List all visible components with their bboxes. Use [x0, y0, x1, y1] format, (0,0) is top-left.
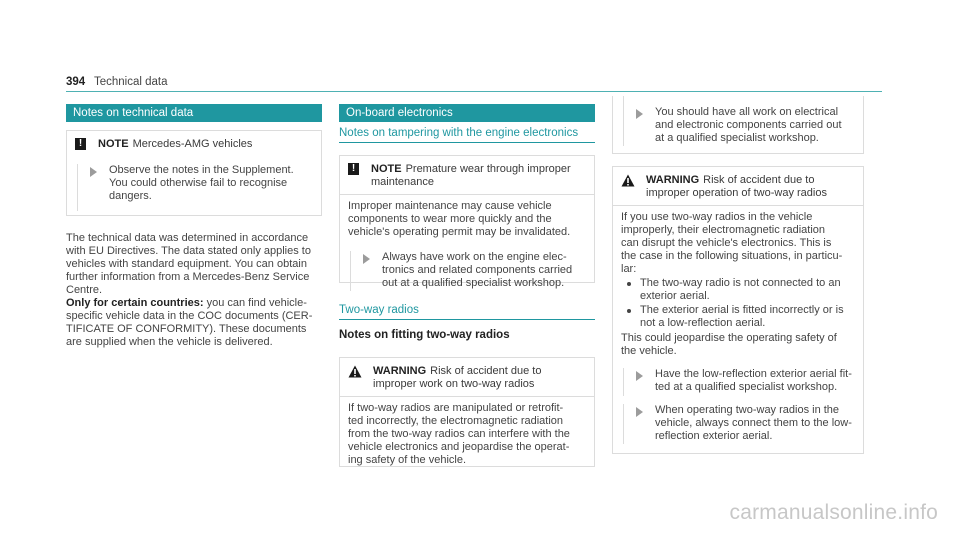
step-text: Observe the notes in the Supplement. You could otherwise fail to recognise dangers. [109, 164, 294, 202]
continued-step-box [612, 96, 864, 154]
section-bar-onboard-electronics: On-board electronics [339, 104, 595, 122]
warning-consequence: This could jeopardise the operating safety of the vehicle. [621, 332, 837, 357]
note-box [66, 130, 322, 216]
step-arrow-icon [636, 371, 643, 381]
instruction-step [623, 404, 853, 444]
instruction-step [77, 164, 311, 211]
warning-triangle-icon [621, 174, 635, 187]
warning-body: If two-way radios are manipulated or retrofit- ted incorrectly, the electromagnetic radiation from the two-way radios can interfere with the vehicle electronics and jeopardise the operat- ing safety of the vehicle. [348, 402, 570, 466]
column-3 [612, 96, 864, 454]
list-item: The two-way radio is not connected to an exterior aerial. [621, 277, 855, 303]
warning-triangle-icon [348, 365, 362, 378]
note-header: ! NOTE Premature wear through improper maintenance [340, 156, 594, 189]
note-label: NOTE [98, 138, 129, 150]
instruction-step [350, 251, 584, 291]
note-body: Improper maintenance may cause vehicle components to wear more quickly and the vehicle's operating permit may be invalidated. [348, 200, 571, 238]
exclamation-icon: ! [348, 163, 359, 175]
section-bar-technical-data: Notes on technical data [66, 104, 322, 122]
warning-label: WARNING [646, 174, 700, 186]
column-2 [339, 104, 595, 467]
warning-header: WARNING Risk of accident due to improper work on two-way radios [340, 358, 594, 391]
paragraph-coc: Only for certain countries: you can find vehicle- specific vehicle data in the COC documents (CER- TIFICATE OF CONFORMITY). These documents are supplied when the vehicle is delivered. [66, 297, 313, 348]
warning-body: If you use two-way radios in the vehicle improperly, their electromagnetic radiation can disrupt the vehicle's electronics. This is the case in the following situations, in particu- lar: [621, 211, 843, 275]
note-header [67, 131, 321, 151]
watermark: carmanualsonline.info [729, 501, 938, 524]
warning-box [339, 357, 595, 467]
instruction-step [623, 96, 853, 146]
step-text: Always have work on the engine elec- tronics and related components carried out at a qualified specialist workshop. [382, 251, 573, 289]
bullet-dot-icon [627, 282, 631, 286]
header-rule [66, 91, 882, 92]
subheading-rule [339, 142, 595, 143]
warning-label: WARNING [373, 365, 427, 377]
note-box [339, 155, 595, 289]
page-title: Technical data [94, 76, 168, 88]
note-label: NOTE [371, 163, 402, 175]
section-two-way-radios: Two-way radios [339, 304, 419, 316]
bullet-dot-icon [627, 309, 631, 313]
warning-header: WARNING Risk of accident due to improper operation of two-way radios [613, 167, 863, 200]
countries-label: Only for certain countries: [66, 297, 204, 309]
bullet-list [613, 276, 863, 330]
note-text: Mercedes-AMG vehicles [132, 138, 253, 150]
step-arrow-icon [363, 254, 370, 264]
list-item: The exterior aerial is fitted incorrectly or is not a low-reflection aerial. [621, 304, 855, 330]
step-text: You should have all work on electrical and electronic components carried out at a qualified specialist workshop. [655, 106, 842, 144]
page-number: 394 [66, 76, 86, 88]
step-arrow-icon [636, 109, 643, 119]
step-text: Have the low-reflection exterior aerial fit- ted at a qualified specialist workshop. [655, 368, 852, 393]
column-1 [66, 104, 322, 349]
step-text: When operating two-way radios in the vehicle, always connect them to the low- reflection exterior aerial. [655, 404, 852, 442]
subheading-fitting: Notes on fitting two-way radios [339, 329, 510, 341]
step-arrow-icon [636, 407, 643, 417]
paragraph-technical-data: The technical data was determined in accordance with EU Directives. The data stated only applies to vehicles with standard equipment. You can obtain further information from a Mercedes-Benz Service Centre. [66, 232, 311, 296]
instruction-step [623, 368, 853, 396]
subheading-tampering: Notes on tampering with the engine electronics [339, 127, 579, 139]
warning-box [612, 166, 864, 454]
section-rule [339, 319, 595, 320]
exclamation-icon: ! [75, 138, 86, 150]
step-arrow-icon [90, 167, 97, 177]
